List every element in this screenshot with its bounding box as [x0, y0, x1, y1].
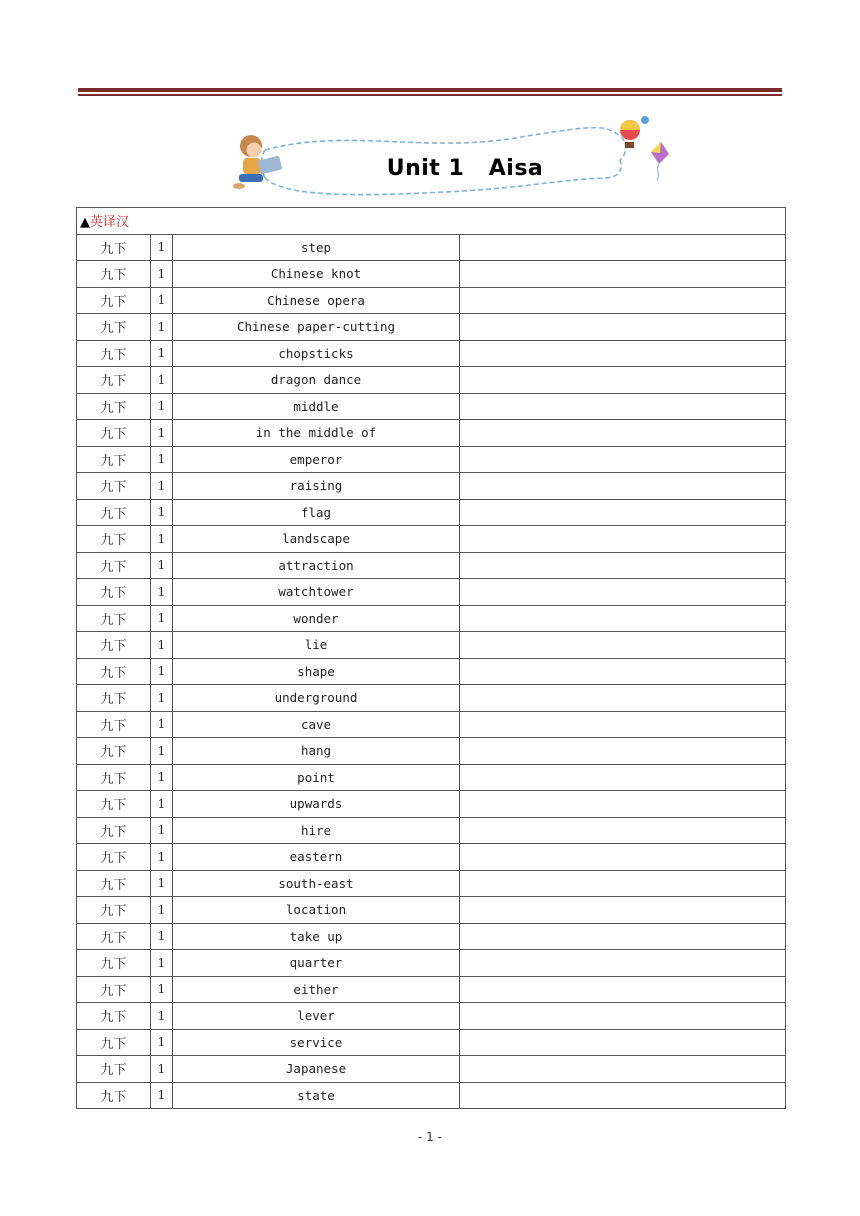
- table-row: [77, 579, 786, 606]
- grade-cell: 九下: [77, 817, 151, 844]
- answer-cell[interactable]: [460, 579, 786, 606]
- unit-cell: 1: [151, 287, 173, 314]
- unit-cell: 1: [151, 658, 173, 685]
- vocabulary-table: [76, 207, 786, 1109]
- grade-cell: 九下: [77, 526, 151, 553]
- grade-cell: 九下: [77, 579, 151, 606]
- word-cell: upwards: [173, 791, 460, 818]
- unit-cell: 1: [151, 552, 173, 579]
- table-row: [77, 234, 786, 261]
- table-row: [77, 738, 786, 765]
- grade-cell: 九下: [77, 446, 151, 473]
- word-cell: lever: [173, 1003, 460, 1030]
- word-cell: either: [173, 976, 460, 1003]
- unit-banner: [225, 108, 675, 203]
- word-cell: quarter: [173, 950, 460, 977]
- unit-cell: 1: [151, 870, 173, 897]
- answer-cell[interactable]: [460, 711, 786, 738]
- page-number: - 1 -: [418, 1130, 442, 1144]
- answer-cell[interactable]: [460, 817, 786, 844]
- grade-cell: 九下: [77, 711, 151, 738]
- word-cell: cave: [173, 711, 460, 738]
- grade-cell: 九下: [77, 738, 151, 765]
- table-row: [77, 287, 786, 314]
- unit-cell: 1: [151, 923, 173, 950]
- word-cell: eastern: [173, 844, 460, 871]
- header-rule-thin: [78, 94, 782, 96]
- answer-cell[interactable]: [460, 446, 786, 473]
- word-cell: dragon dance: [173, 367, 460, 394]
- answer-cell[interactable]: [460, 340, 786, 367]
- word-cell: emperor: [173, 446, 460, 473]
- unit-cell: 1: [151, 1003, 173, 1030]
- table-row: [77, 552, 786, 579]
- table-row: [77, 632, 786, 659]
- unit-cell: 1: [151, 844, 173, 871]
- grade-cell: 九下: [77, 923, 151, 950]
- grade-cell: 九下: [77, 791, 151, 818]
- answer-cell[interactable]: [460, 791, 786, 818]
- unit-cell: 1: [151, 632, 173, 659]
- word-cell: Chinese knot: [173, 261, 460, 288]
- answer-cell[interactable]: [460, 261, 786, 288]
- word-cell: service: [173, 1029, 460, 1056]
- grade-cell: 九下: [77, 976, 151, 1003]
- grade-cell: 九下: [77, 950, 151, 977]
- word-cell: point: [173, 764, 460, 791]
- table-row: [77, 446, 786, 473]
- answer-cell[interactable]: [460, 844, 786, 871]
- unit-cell: 1: [151, 393, 173, 420]
- grade-cell: 九下: [77, 1056, 151, 1083]
- table-row: [77, 1003, 786, 1030]
- header-rule-thick: [78, 88, 782, 92]
- unit-cell: 1: [151, 1029, 173, 1056]
- answer-cell[interactable]: [460, 287, 786, 314]
- unit-cell: 1: [151, 1056, 173, 1083]
- table-row: [77, 393, 786, 420]
- grade-cell: 九下: [77, 261, 151, 288]
- table-row: [77, 261, 786, 288]
- answer-cell[interactable]: [460, 1082, 786, 1109]
- word-cell: middle: [173, 393, 460, 420]
- answer-cell[interactable]: [460, 976, 786, 1003]
- table-row: [77, 711, 786, 738]
- grade-cell: 九下: [77, 764, 151, 791]
- grade-cell: 九下: [77, 632, 151, 659]
- answer-cell[interactable]: [460, 499, 786, 526]
- word-cell: south-east: [173, 870, 460, 897]
- table-row: [77, 605, 786, 632]
- grade-cell: 九下: [77, 1082, 151, 1109]
- unit-cell: 1: [151, 738, 173, 765]
- table-row: [77, 844, 786, 871]
- grade-cell: 九下: [77, 897, 151, 924]
- unit-cell: 1: [151, 817, 173, 844]
- grade-cell: 九下: [77, 1029, 151, 1056]
- section-label: 英译汉: [90, 215, 130, 231]
- unit-cell: 1: [151, 473, 173, 500]
- answer-cell[interactable]: [460, 658, 786, 685]
- word-cell: flag: [173, 499, 460, 526]
- table-row: [77, 499, 786, 526]
- triangle-marker-icon: ▲: [80, 215, 90, 231]
- answer-cell[interactable]: [460, 526, 786, 553]
- girl-reading-icon: [233, 135, 282, 189]
- section-header-row: [77, 208, 786, 235]
- table-row: [77, 950, 786, 977]
- grade-cell: 九下: [77, 314, 151, 341]
- word-cell: lie: [173, 632, 460, 659]
- answer-cell[interactable]: [460, 1056, 786, 1083]
- grade-cell: 九下: [77, 420, 151, 447]
- answer-cell[interactable]: [460, 870, 786, 897]
- unit-cell: 1: [151, 234, 173, 261]
- answer-cell[interactable]: [460, 738, 786, 765]
- table-row: [77, 526, 786, 553]
- table-row: [77, 976, 786, 1003]
- answer-cell[interactable]: [460, 314, 786, 341]
- word-cell: Chinese paper-cutting: [173, 314, 460, 341]
- table-row: [77, 420, 786, 447]
- answer-cell[interactable]: [460, 685, 786, 712]
- unit-cell: 1: [151, 764, 173, 791]
- table-row: [77, 314, 786, 341]
- table-row: [77, 367, 786, 394]
- answer-cell[interactable]: [460, 632, 786, 659]
- table-row: [77, 791, 786, 818]
- unit-cell: 1: [151, 367, 173, 394]
- table-row: [77, 685, 786, 712]
- word-cell: Chinese opera: [173, 287, 460, 314]
- grade-cell: 九下: [77, 499, 151, 526]
- word-cell: Japanese: [173, 1056, 460, 1083]
- grade-cell: 九下: [77, 685, 151, 712]
- word-cell: attraction: [173, 552, 460, 579]
- answer-cell[interactable]: [460, 234, 786, 261]
- word-cell: underground: [173, 685, 460, 712]
- table-row: [77, 1056, 786, 1083]
- unit-cell: 1: [151, 446, 173, 473]
- unit-cell: 1: [151, 950, 173, 977]
- answer-cell[interactable]: [460, 950, 786, 977]
- answer-cell[interactable]: [460, 393, 786, 420]
- word-cell: raising: [173, 473, 460, 500]
- unit-cell: 1: [151, 340, 173, 367]
- unit-cell: 1: [151, 711, 173, 738]
- table-row: [77, 473, 786, 500]
- unit-cell: 1: [151, 579, 173, 606]
- word-cell: in the middle of: [173, 420, 460, 447]
- unit-cell: 1: [151, 526, 173, 553]
- word-cell: location: [173, 897, 460, 924]
- answer-cell[interactable]: [460, 764, 786, 791]
- grade-cell: 九下: [77, 287, 151, 314]
- grade-cell: 九下: [77, 605, 151, 632]
- unit-title: Unit 1 Aisa: [386, 156, 544, 181]
- table-row: [77, 764, 786, 791]
- table-row: [77, 1029, 786, 1056]
- unit-cell: 1: [151, 976, 173, 1003]
- word-cell: step: [173, 234, 460, 261]
- grade-cell: 九下: [77, 870, 151, 897]
- unit-cell: 1: [151, 897, 173, 924]
- word-cell: take up: [173, 923, 460, 950]
- table-row: [77, 817, 786, 844]
- balloon-kite-icon: [620, 116, 669, 180]
- word-cell: state: [173, 1082, 460, 1109]
- unit-cell: 1: [151, 791, 173, 818]
- answer-cell[interactable]: [460, 473, 786, 500]
- grade-cell: 九下: [77, 393, 151, 420]
- grade-cell: 九下: [77, 340, 151, 367]
- word-cell: hire: [173, 817, 460, 844]
- grade-cell: 九下: [77, 473, 151, 500]
- answer-cell[interactable]: [460, 1003, 786, 1030]
- answer-cell[interactable]: [460, 605, 786, 632]
- answer-cell[interactable]: [460, 420, 786, 447]
- grade-cell: 九下: [77, 844, 151, 871]
- table-row: [77, 923, 786, 950]
- word-cell: shape: [173, 658, 460, 685]
- grade-cell: 九下: [77, 367, 151, 394]
- answer-cell[interactable]: [460, 367, 786, 394]
- unit-cell: 1: [151, 685, 173, 712]
- grade-cell: 九下: [77, 234, 151, 261]
- word-cell: wonder: [173, 605, 460, 632]
- word-cell: chopsticks: [173, 340, 460, 367]
- table-row: [77, 340, 786, 367]
- table-row: [77, 897, 786, 924]
- table-row: [77, 870, 786, 897]
- answer-cell[interactable]: [460, 1029, 786, 1056]
- word-cell: hang: [173, 738, 460, 765]
- word-cell: landscape: [173, 526, 460, 553]
- unit-cell: 1: [151, 499, 173, 526]
- answer-cell[interactable]: [460, 923, 786, 950]
- grade-cell: 九下: [77, 552, 151, 579]
- grade-cell: 九下: [77, 1003, 151, 1030]
- unit-cell: 1: [151, 605, 173, 632]
- answer-cell[interactable]: [460, 897, 786, 924]
- table-row: [77, 658, 786, 685]
- unit-cell: 1: [151, 420, 173, 447]
- unit-cell: 1: [151, 314, 173, 341]
- unit-cell: 1: [151, 261, 173, 288]
- answer-cell[interactable]: [460, 552, 786, 579]
- table-row: [77, 1082, 786, 1109]
- section-header-cell: [77, 208, 786, 235]
- word-cell: watchtower: [173, 579, 460, 606]
- unit-cell: 1: [151, 1082, 173, 1109]
- grade-cell: 九下: [77, 658, 151, 685]
